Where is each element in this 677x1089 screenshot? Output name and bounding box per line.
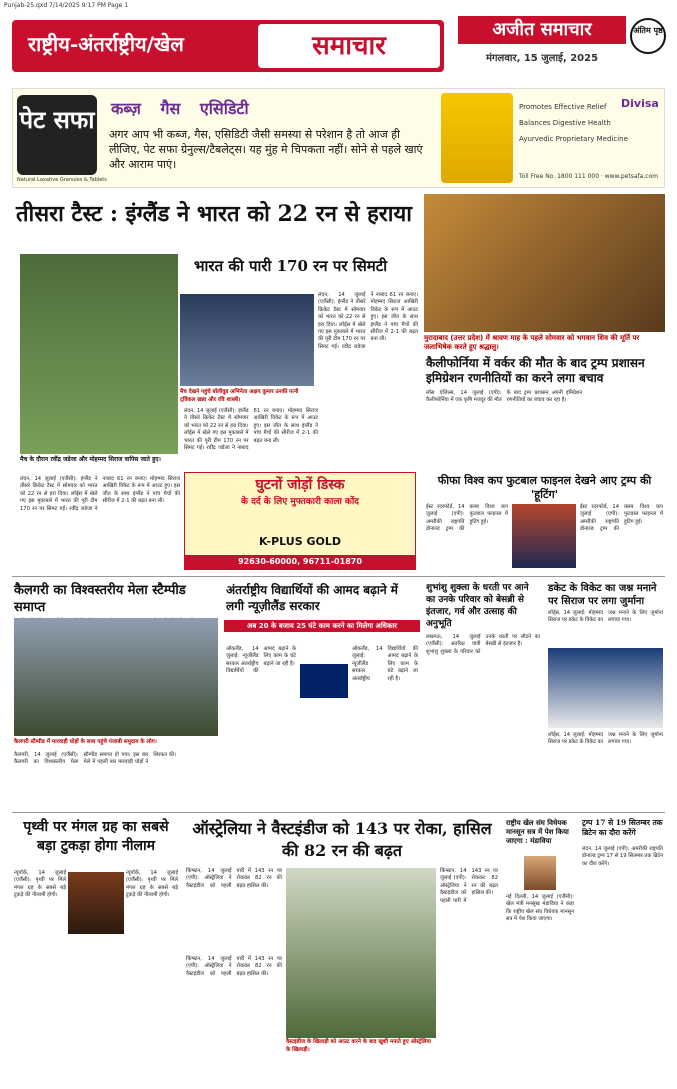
masthead [12,14,665,84]
section-name: समाचार [258,24,440,68]
celebrity-caption: मैच देखने पहुंचे बॉलीवुड अभिनेता अक्षय कुमार उनकी पत्नी ट्विंकल खन्ना और रवि शास्त्री। [180,389,299,403]
calgary-body: कैलगरी, 14 जुलाई (एजैंसी): कैलगरी का विश्वस्तरीय मेला स्टैम्पीड समाप्त हो गया। इस बार मेले में पहली बार मारवाड़ी घोड़ों ने शिरकत की। [14,752,177,766]
feature-3: Ayurvedic Proprietary Medicine [519,135,628,143]
mars-story [12,816,180,1076]
cricket-body-left: लंदन, 14 जुलाई (एजैंसी): इंग्लैंड ने तीसरे क्रिकेट टैस्ट में सोमवार को भारत को 22 रन से हरा दिया। लॉर्ड्स में खेले गए इस मुकाबले में भारत की पूरी टीम 170 रन पर सिमट गई। रवींद्र जडेजा ने नाबाद 61 रन बनाए। मोहम्मद सिराज आखिरी विकेट के रूप में आउट हुए। इस जीत के साथ इंग्लैंड ने पांच मैचों की सीरीज में 2-1 की बढ़त बना ली। [20,476,180,512]
siraj-body: लॉर्ड्स, 14 जुलाई: मोहम्मद सिराज पर डकेट के विकेट का जश्न मनाने के लिए जुर्माना लगाया गया। [548,732,663,746]
pilgrimage-photo [424,194,665,332]
nz-headline: अंतर्राष्ट्रीय विद्यार्थियों की आमद बढ़ाने में लगी न्यूज़ीलैंड सरकार [226,583,398,613]
mandaviya-photo [524,856,556,890]
symptom-3: एसिडिटी [199,99,249,118]
section-banner [12,20,444,72]
nz-body-left: ऑकलैंड, 14 जुलाई: न्यूजीलैंड सरकार अंतर्राष्ट्रीय विद्यार्थियों की आमद बढ़ाने के लिए काम के घंटे बढ़ाने जा रही है। [226,646,296,675]
symptom-2: गैस [160,99,181,118]
trump-immigration-body: लॉस एंजिल्स, 14 जुलाई (एपी): कैलीफोर्निया में एक कृषि मजदूर की मौत के बाद ट्रम्प प्रशासन अपनी इमिग्रेशन रणनीतियों का बचाव कर रहा है। [426,390,583,404]
australia-story [184,816,500,1076]
knee-ad-phone: 92630-60000, 96711-01870 [185,555,415,569]
divider [12,576,665,577]
cricket-body-right: लंदन, 14 जुलाई (एजैंसी): इंग्लैंड ने तीसरे क्रिकेट टैस्ट में सोमवार को भारत को 22 रन से हरा दिया। लॉर्ड्स में खेले गए इस मुकाबले में भारत की पूरी टीम 170 रन पर सिमट गई। रवींद्र जडेजा ने नाबाद 61 रन बनाए। मोहम्मद सिराज आखिरी विकेट के रूप में आउट हुए। इस जीत के साथ इंग्लैंड ने पांच मैचों की सीरीज में 2-1 की बढ़त बना ली। [318,292,418,350]
trump-uk-headline: ट्रम्प 17 से 19 सितम्बर तक ब्रिटेन का दौरा करेंगे [582,818,663,837]
nz-story [224,580,420,810]
sports-bill-headline: राष्ट्रीय खेल संघ विधेयक मानसून सत्र में पेश किया जाएगा : मंडाविया [506,818,569,845]
trump-uk-story [580,816,665,1076]
cricket-headline: तीसरा टैस्ट : इंग्लैंड ने भारत को 22 रन से हराया [16,201,412,227]
australia-body-lower: किंग्स्टन, 14 जुलाई (एपी): ऑस्ट्रेलिया ने वैस्टइंडीज को पहली पारी में 143 रन पर रोककर 82 रन की बढ़त हासिल की। [186,956,282,977]
calgary-caption: कैलगरी स्टैम्पीड में मारवाड़ी घोड़ों के साथ पहुंचे पंजाबी समुदाय के लोग। [14,739,157,745]
print-strip: Punjab-25.qxd 7/14/2025 9:17 PM Page 1 [4,2,129,9]
cricket-photo-caption: मैच के दौरान रवींद्र जडेजा और मोहम्मद सिराज वापिस जाते हुए। [20,456,161,463]
issue-date: मंगलवार, 15 जुलाई, 2025 [485,53,599,64]
calgary-photo [14,618,218,736]
newspaper-brand: अजीत समाचार [458,16,626,44]
divisa-logo: Divisa [621,97,659,110]
last-page-badge: अंतिम पृष्ठ [630,18,666,54]
nz-flag-image [300,664,348,698]
shubhanshu-story [424,580,542,810]
australia-headline: ऑस्ट्रेलिया ने वैस्टइंडीज को 143 पर रोका, हासिल की 82 रन की बढ़त [192,819,492,860]
sports-bill-body: नई दिल्ली, 14 जुलाई (एजैंसी): खेल मंत्री मनसुख मंडाविया ने कहा कि राष्ट्रीय खेल संघ विधेयक मानसून सत्र में पेश किया जाएगा। [506,894,574,923]
siraj-photo [548,648,663,728]
australia-caption: वैस्टइंडीज के खिलाड़ी को आउट करने के बाद खुशी मनाते हुए ऑस्ट्रेलिया के खिलाड़ी। [286,1039,431,1053]
siraj-body-top: लॉर्ड्स, 14 जुलाई: मोहम्मद सिराज पर डकेट के विकेट का जश्न मनाने के लिए जुर्माना लगाया गया। [548,610,663,624]
siraj-story [546,580,665,810]
ad-features [519,99,628,147]
pet-safa-logo: पेट सफा [17,95,97,175]
divider [12,812,665,813]
fifa-body-left: ईस्ट रदरफोर्ड, 14 जुलाई (एपी): अमरीकी राष्ट्रपति डोनाल्ड ट्रम्प की क्लब विश्व कप फुटबाल फाइनल में हूटिंग हुई। [426,504,508,533]
australia-photo [286,868,436,1038]
product-bottles-image [441,93,513,183]
feature-2: Balances Digestive Health [519,119,611,127]
sports-bill-story [504,816,576,1076]
cricket-body-mid: लंदन, 14 जुलाई (एजैंसी): इंग्लैंड ने तीसरे क्रिकेट टैस्ट में सोमवार को भारत को 22 रन से हरा दिया। लॉर्ड्स में खेले गए इस मुकाबले में भारत की पूरी टीम 170 रन पर सिमट गई। रवींद्र जडेजा ने नाबाद 61 रन बनाए। मोहम्मद सिराज आखिरी विकेट के रूप में आउट हुए। इस जीत के साथ इंग्लैंड ने पांच मैचों की सीरीज में 2-1 की बढ़त बना ली। [184,408,318,452]
trump-photo [512,504,576,568]
siraj-headline: डकेट के विकेट का जश्न मनाने पर सिराज पर लगा जुर्माना [548,583,657,607]
australia-body-right: किंग्स्टन, 14 जुलाई (एपी): ऑस्ट्रेलिया ने वैस्टइंडीज को पहली पारी में 143 रन पर रोककर 82 रन की बढ़त हासिल की। [440,868,498,904]
pilgrimage-caption: मुरादाबाद (उत्तर प्रदेश) में श्रावण माह के पहले सोमवार को भगवान शिव की मूर्ति पर जलाभिषेक करते हुए श्रद्धालु। [424,334,640,351]
trump-immigration-headline: कैलीफोर्निया में वर्कर की मौत के बाद ट्रम्प प्रशासन इमिग्रेशन रणनीतियों का करने लगा बचाव [426,356,645,385]
fifa-story [424,472,665,574]
trump-immigration-story [424,354,665,472]
fifa-body-right: ईस्ट रदरफोर्ड, 14 जुलाई (एपी): अमरीकी राष्ट्रपति डोनाल्ड ट्रम्प की क्लब विश्व कप फुटबाल फाइनल में हूटिंग हुई। [580,504,663,533]
knee-pain-ad [184,472,416,570]
section-title: राष्ट्रीय-अंतर्राष्ट्रीय/खेल [28,32,184,56]
symptom-1: कब्ज़ [111,99,141,118]
shubhanshu-body: लखनऊ, 14 जुलाई (एजैंसी): अंतरिक्ष यात्री शुभांशु शुक्ला के परिवार को उनके धरती पर लौटने का बेसब्री से इंतजार है। [426,634,540,655]
ad-symptoms [111,97,263,119]
shubhanshu-headline: शुभांशु शुक्ला के धरती पर आने का उनके परिवार को बेसब्री से इंतजार, गर्व और उत्साह की अनुभूति [426,583,529,629]
nz-body-right: ऑकलैंड, 14 जुलाई: न्यूजीलैंड सरकार अंतर्राष्ट्रीय विद्यार्थियों की आमद बढ़ाने के लिए काम के घंटे बढ़ाने जा रही है। [352,646,418,682]
pet-safa-ad [12,88,665,188]
ad-contact: Toll Free No. 1800 111 000 · www.petsafa.com [519,173,659,180]
mars-body-right: न्यूयॉर्क, 14 जुलाई (एजैंसी): पृथ्वी पर मिले मंगल ग्रह के सबसे बड़े टुकड़े की नीलामी होगी। [126,870,178,899]
feature-1: Promotes Effective Relief [519,103,607,111]
mars-body-left: न्यूयॉर्क, 14 जुलाई (एजैंसी): पृथ्वी पर मिले मंगल ग्रह के सबसे बड़े टुकड़े की नीलामी होगी। [14,870,66,899]
cricket-subhead: भारत की पारी 170 रन पर सिमटी [194,257,388,275]
calgary-headline: कैलगरी का विश्वस्तरीय मेला स्टैम्पीड समाप्त [14,583,186,615]
mars-rock-photo [68,872,124,934]
celebrity-photo [180,294,314,386]
knee-ad-sub: के दर्द के लिए मुफ्तकारी काला कोंद [241,497,359,507]
logo-tagline: Natural Laxative Granules & Tablets [17,177,107,183]
calgary-story [12,580,220,810]
cricket-story [12,194,420,572]
nz-strap: अब 20 के बजाय 25 घंटे काम करने का मिलेगा अधिकार [224,620,420,632]
knee-ad-brand: K-PLUS GOLD [258,535,342,548]
cricket-photo [20,254,178,454]
australia-body-left: किंग्स्टन, 14 जुलाई (एपी): ऑस्ट्रेलिया ने वैस्टइंडीज को पहली पारी में 143 रन पर रोककर 82 रन की बढ़त हासिल की। [186,868,282,889]
trump-uk-body: लंदन, 14 जुलाई (एपी): अमरीकी राष्ट्रपति डोनाल्ड ट्रम्प 17 से 19 सितम्बर तक ब्रिटेन का दौरा करेंगे। [582,846,663,867]
ad-copy: अगर आप भी कब्ज, गैस, एसिडिटी जैसी समस्या से परेशान है तो आज ही लीजिए, पेट सफा ग्रेनुल्स/टैबलेट्स। यह मुंह मे चिपकता नहीं। सोने से पहले खाएं और आराम पाएं। [109,128,423,171]
brand-block [458,14,665,80]
fifa-headline: फीफा विश्व कप फुटबाल फाइनल देखने आए ट्रम्प की 'हूटिंग' [437,474,652,501]
mars-headline: पृथ्वी पर मंगल ग्रह का सबसे बड़ा टुकड़ा होगा नीलाम [23,819,169,854]
knee-ad-title: घुटनों जोड़ों डिस्क [255,477,345,493]
